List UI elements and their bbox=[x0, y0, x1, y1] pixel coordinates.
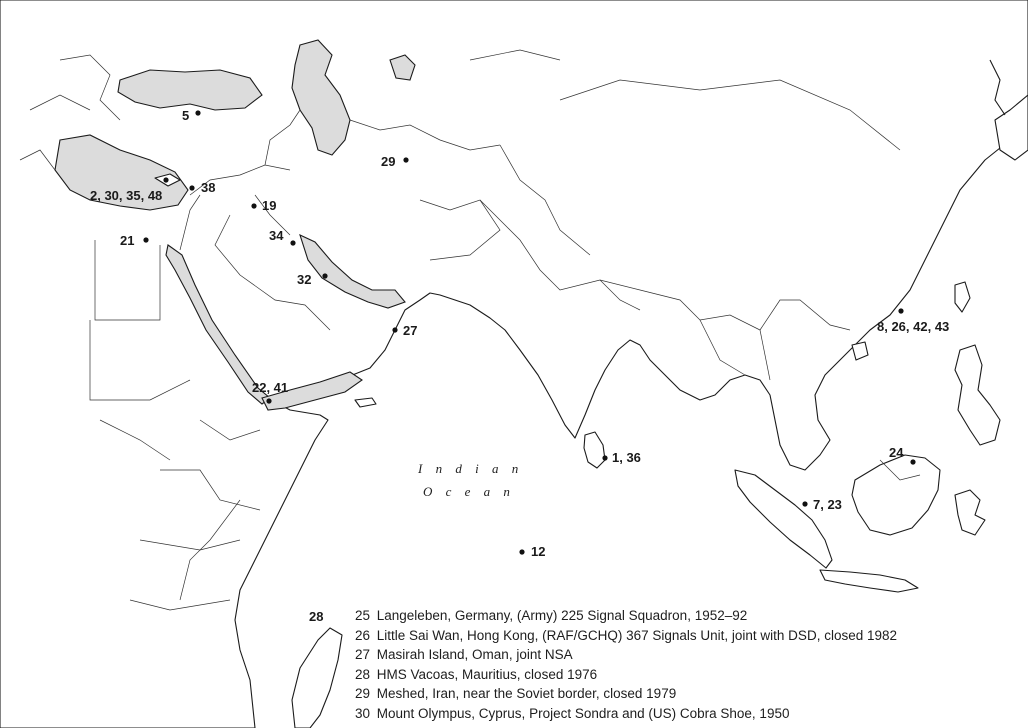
site-label: 22, 41 bbox=[252, 380, 289, 395]
legend-text: Langeleben, Germany, (Army) 225 Signal Squadron, 1952–92 bbox=[376, 608, 748, 623]
site-label: 2, 30, 35, 48 bbox=[90, 188, 163, 203]
legend-number: 28 bbox=[355, 666, 371, 682]
site-label: 32 bbox=[297, 272, 312, 287]
site-dot bbox=[266, 398, 271, 403]
legend-item bbox=[355, 665, 897, 685]
site-dot bbox=[143, 237, 148, 242]
site-label: 12 bbox=[531, 544, 546, 559]
taiwan bbox=[955, 282, 970, 312]
legend-list bbox=[355, 606, 897, 723]
site-label: 34 bbox=[269, 228, 284, 243]
site-label: 38 bbox=[201, 180, 216, 195]
site-dot bbox=[403, 157, 408, 162]
socotra bbox=[355, 398, 376, 407]
site-label: 7, 23 bbox=[813, 497, 842, 512]
site-label: 5 bbox=[182, 108, 190, 123]
site-label: 19 bbox=[262, 198, 277, 213]
site-label: 28 bbox=[309, 609, 324, 624]
sumatra bbox=[735, 470, 832, 568]
hainan bbox=[852, 342, 868, 360]
legend-item bbox=[355, 684, 897, 704]
site-dot bbox=[163, 177, 168, 182]
sri-lanka bbox=[584, 432, 605, 468]
legend-number: 27 bbox=[355, 647, 371, 662]
sulawesi bbox=[955, 490, 985, 535]
java bbox=[820, 570, 918, 592]
site-label: 8, 26, 42, 43 bbox=[877, 319, 950, 334]
philippines bbox=[955, 345, 1000, 445]
legend-number: 26 bbox=[355, 627, 371, 643]
site-dot bbox=[910, 459, 915, 464]
legend-text: Little Sai Wan, Hong Kong, (RAF/GCHQ) 367 Signals Unit, joint with DSD, closed 1982 bbox=[376, 627, 897, 643]
site-dot bbox=[519, 549, 524, 554]
site-dot bbox=[290, 240, 295, 245]
site-label: 27 bbox=[403, 323, 418, 338]
legend-number: 30 bbox=[355, 705, 371, 721]
ocean-label-line2: O c e a n bbox=[423, 484, 515, 499]
legend-text: Mount Olympus, Cyprus, Project Sondra and (US) Cobra Shoe, 1950 bbox=[376, 705, 790, 721]
legend-text: Masirah Island, Oman, joint NSA bbox=[376, 647, 573, 662]
legend-number: 29 bbox=[355, 686, 371, 701]
site-dot bbox=[802, 501, 807, 506]
site-label: 24 bbox=[889, 445, 904, 460]
site-dot bbox=[602, 455, 607, 460]
site-label: 29 bbox=[381, 154, 396, 169]
site-dot bbox=[195, 110, 200, 115]
legend-item bbox=[355, 704, 897, 724]
legend-number: 25 bbox=[355, 608, 371, 623]
site-dot bbox=[322, 273, 327, 278]
site-label: 21 bbox=[120, 233, 135, 248]
site-label: 1, 36 bbox=[612, 450, 641, 465]
site-dot bbox=[898, 308, 903, 313]
legend-text: HMS Vacoas, Mauritius, closed 1976 bbox=[376, 666, 598, 682]
madagascar bbox=[292, 628, 342, 728]
legend-text: Meshed, Iran, near the Soviet border, closed 1979 bbox=[376, 686, 677, 701]
site-dot bbox=[251, 203, 256, 208]
legend-item bbox=[355, 606, 897, 626]
site-dot bbox=[189, 185, 194, 190]
borneo bbox=[852, 455, 940, 535]
site-dot bbox=[392, 327, 397, 332]
legend-item bbox=[355, 626, 897, 646]
legend-item bbox=[355, 645, 897, 665]
ocean-label-line1: I n d i a n bbox=[418, 461, 524, 476]
